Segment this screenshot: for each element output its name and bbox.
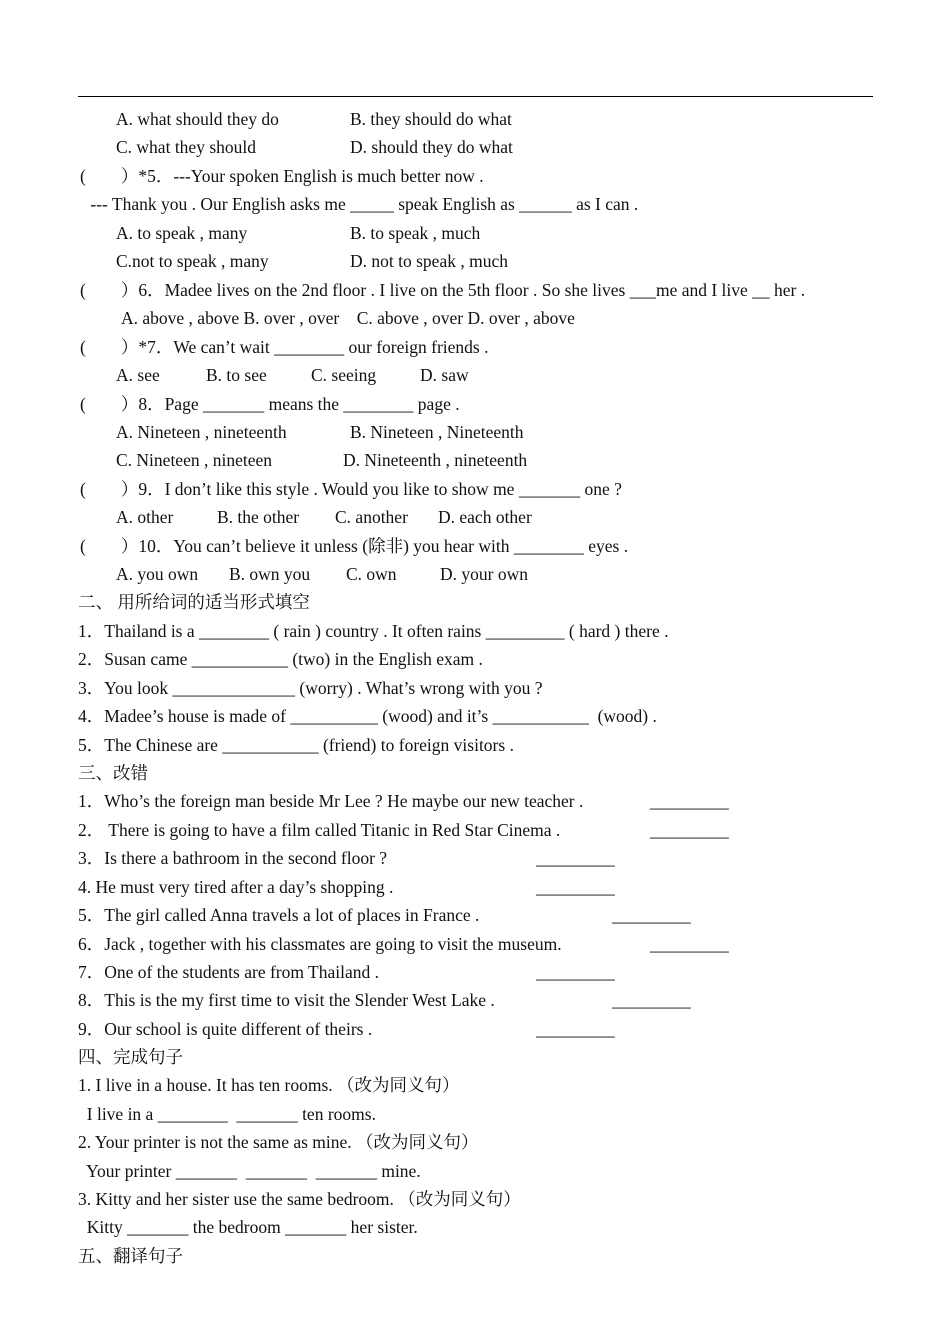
q10-options bbox=[0, 561, 528, 587]
q5-option-c[interactable]: C.not to speak , many bbox=[116, 251, 269, 271]
section2-item: 4．Madee’s house is made of __________ (wood) and it’s ___________ (wood) . bbox=[78, 706, 657, 726]
section3-answer-blank[interactable]: _________ bbox=[536, 877, 615, 897]
section2-title: 二、 用所给词的适当形式填空 bbox=[78, 592, 310, 612]
q8-option-b[interactable]: B. Nineteen , Nineteenth bbox=[350, 422, 524, 442]
section2-item: 1．Thailand is a ________ ( rain ) country . It often rains _________ ( hard ) there . bbox=[78, 621, 669, 641]
q10-stem: ( ）10．You can’t believe it unless (除非) you hear with ________ eyes . bbox=[80, 536, 629, 556]
q8-options-row2 bbox=[0, 447, 528, 473]
section3-item: 6．Jack , together with his classmates are going to visit the museum. bbox=[78, 934, 562, 954]
q8-stem: ( ）8．Page _______ means the ________ page . bbox=[80, 394, 460, 414]
q9-option-d[interactable]: D. each other bbox=[438, 507, 532, 527]
section3-item: 4. He must very tired after a day’s shopping . bbox=[78, 877, 394, 897]
section4-question: 2. Your printer is not the same as mine. （改为同义句） bbox=[78, 1132, 479, 1152]
section3-item: 2． There is going to have a film called Titanic in Red Star Cinema . bbox=[78, 820, 561, 840]
section3-answer-blank[interactable]: _________ bbox=[612, 990, 691, 1010]
section3-answer-blank[interactable]: _________ bbox=[650, 791, 729, 811]
section3-item: 7．One of the students are from Thailand . bbox=[78, 962, 379, 982]
q4-options-row2 bbox=[0, 134, 513, 160]
section4-question: 3. Kitty and her sister use the same bedroom. （改为同义句） bbox=[78, 1189, 521, 1209]
q10-option-a[interactable]: A. you own bbox=[116, 564, 199, 584]
section4-answer[interactable]: Kitty _______ the bedroom _______ her sister. bbox=[78, 1217, 418, 1237]
q5-option-d[interactable]: D. not to speak , much bbox=[350, 251, 508, 271]
q4-option-d[interactable]: D. should they do what bbox=[350, 137, 513, 157]
q5-stem-reply: --- Thank you . Our English asks me _____ speak English as ______ as I can . bbox=[86, 194, 639, 214]
q8-option-a[interactable]: A. Nineteen , nineteenth bbox=[116, 422, 287, 442]
q4-option-a[interactable]: A. what should they do bbox=[116, 109, 279, 129]
section4-answer[interactable]: I live in a ________ _______ ten rooms. bbox=[78, 1104, 376, 1124]
q9-stem: ( ）9．I don’t like this style . Would you like to show me _______ one ? bbox=[80, 479, 622, 499]
q5-option-a[interactable]: A. to speak , many bbox=[116, 223, 248, 243]
section3-answer-blank[interactable]: _________ bbox=[650, 820, 729, 840]
q6-options[interactable]: A. above , above B. over , over C. above , over D. over , above bbox=[121, 308, 575, 328]
q7-option-a[interactable]: A. see bbox=[116, 365, 160, 385]
section3-answer-blank[interactable]: _________ bbox=[536, 848, 615, 868]
q7-option-b[interactable]: B. to see bbox=[206, 365, 267, 385]
q10-option-c[interactable]: C. own bbox=[346, 564, 397, 584]
section5-title: 五、翻译句子 bbox=[78, 1246, 183, 1266]
section4-question: 1. I live in a house. It has ten rooms. （改为同义句） bbox=[78, 1075, 460, 1095]
q5-stem: ( ）*5．---Your spoken English is much better now . bbox=[80, 166, 484, 186]
q5-options-row1 bbox=[0, 220, 481, 246]
section3-title: 三、改错 bbox=[78, 763, 148, 783]
header-rule bbox=[78, 96, 873, 97]
section3-answer-blank[interactable]: _________ bbox=[536, 962, 615, 982]
q10-option-d[interactable]: D. your own bbox=[440, 564, 528, 584]
section3-answer-blank[interactable]: _________ bbox=[650, 934, 729, 954]
q9-option-b[interactable]: B. the other bbox=[217, 507, 300, 527]
q4-options-row1 bbox=[0, 106, 512, 132]
q8-option-c[interactable]: C. Nineteen , nineteen bbox=[116, 450, 272, 470]
q10-option-b[interactable]: B. own you bbox=[229, 564, 311, 584]
q9-options bbox=[0, 504, 532, 530]
q7-option-c[interactable]: C. seeing bbox=[311, 365, 377, 385]
section4-title: 四、完成句子 bbox=[78, 1047, 183, 1067]
q5-options-row2 bbox=[0, 248, 508, 274]
q7-option-d[interactable]: D. saw bbox=[420, 365, 469, 385]
section2-item: 3．You look ______________ (worry) . What’s wrong with you ? bbox=[78, 678, 543, 698]
q4-option-c[interactable]: C. what they should bbox=[116, 137, 256, 157]
q7-options bbox=[0, 362, 469, 388]
q9-option-a[interactable]: A. other bbox=[116, 507, 174, 527]
section3-item: 9．Our school is quite different of theirs . bbox=[78, 1019, 373, 1039]
section3-item: 3．Is there a bathroom in the second floor ? bbox=[78, 848, 388, 868]
q8-options-row1 bbox=[0, 419, 524, 445]
q9-option-c[interactable]: C. another bbox=[335, 507, 408, 527]
section4-answer[interactable]: Your printer _______ _______ _______ mine. bbox=[78, 1161, 421, 1181]
q5-option-b[interactable]: B. to speak , much bbox=[350, 223, 481, 243]
section3-item: 1．Who’s the foreign man beside Mr Lee ? He maybe our new teacher . bbox=[78, 791, 584, 811]
section2-item: 2．Susan came ___________ (two) in the English exam . bbox=[78, 649, 483, 669]
section3-item: 5．The girl called Anna travels a lot of places in France . bbox=[78, 905, 480, 925]
section2-item: 5．The Chinese are ___________ (friend) to foreign visitors . bbox=[78, 735, 514, 755]
q4-option-b[interactable]: B. they should do what bbox=[350, 109, 512, 129]
section3-answer-blank[interactable]: _________ bbox=[612, 905, 691, 925]
section3-answer-blank[interactable]: _________ bbox=[536, 1019, 615, 1039]
q8-option-d[interactable]: D. Nineteenth , nineteenth bbox=[343, 450, 528, 470]
q7-stem: ( ）*7．We can’t wait ________ our foreign friends . bbox=[80, 337, 489, 357]
section3-item: 8．This is the my first time to visit the Slender West Lake . bbox=[78, 990, 495, 1010]
q6-stem: ( ）6．Madee lives on the 2nd floor . I live on the 5th floor . So she lives ___me and I live __ her . bbox=[80, 280, 806, 300]
